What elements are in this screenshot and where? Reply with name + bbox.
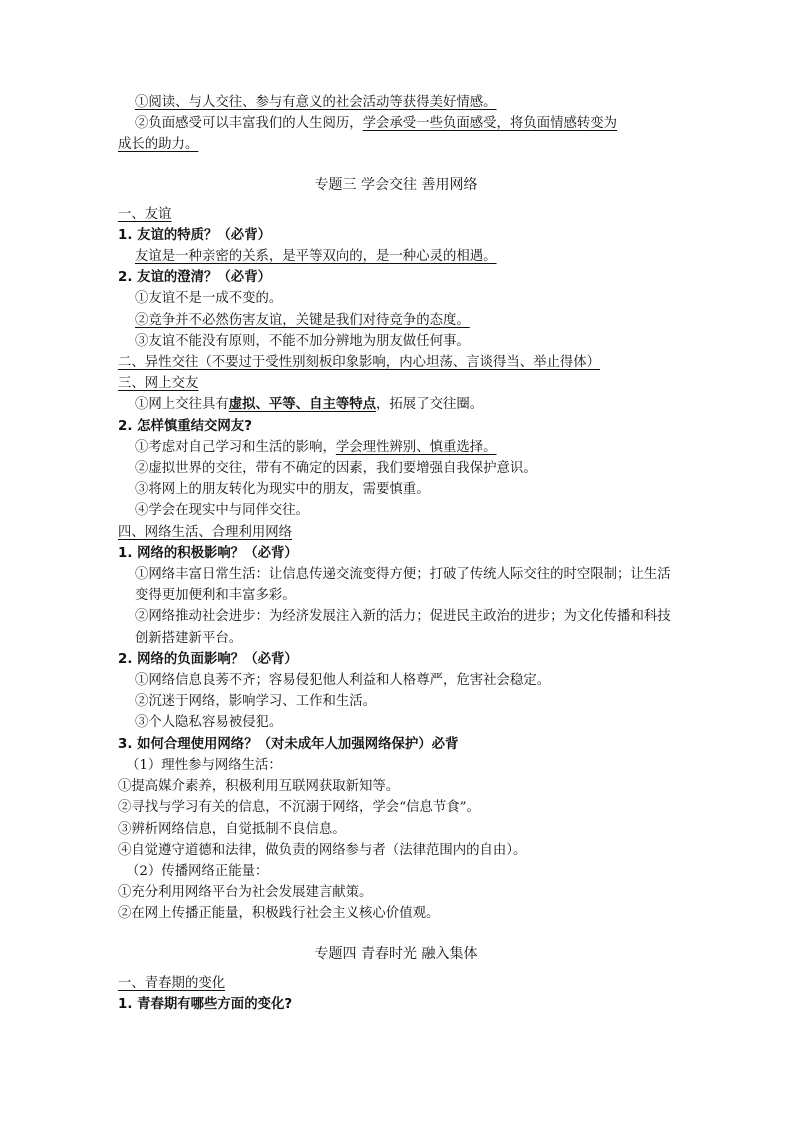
text-line: ③将网上的朋友转化为现实中的朋友，需要慎重。 bbox=[135, 482, 430, 498]
bold-underlined-text: 虚拟、平等、自主等特点 bbox=[228, 397, 377, 413]
section-heading bbox=[118, 373, 674, 394]
underlined-text: 友谊是一种亲密的关系，是平等双向的，是一种心灵的相遇。 bbox=[135, 249, 497, 265]
paragraph: ②网络推动社会进步：为经济发展注入新的活力；促进民主政治的进步；为文化传播和科技创新搭建新平台。 bbox=[135, 609, 671, 646]
text-line bbox=[118, 134, 674, 155]
text-line: ①充分利用网络平台为社会发展建言献策。 bbox=[118, 885, 373, 901]
question-heading: 2. 友谊的澄清？（必背） bbox=[118, 270, 271, 286]
text-line: ①提高媒介素养，积极利用互联网获取新知等。 bbox=[118, 779, 400, 795]
text-line bbox=[118, 394, 674, 415]
text-line: ②沉迷于网络，影响学习、工作和生活。 bbox=[135, 694, 377, 710]
text-line: ②在网上传播正能量，积极践行社会主义核心价值观。 bbox=[118, 906, 440, 922]
text-span: ，拓展了交往圈。 bbox=[376, 397, 484, 413]
text-line bbox=[118, 92, 674, 113]
text-line: ④学会在现实中与同伴交往。 bbox=[135, 503, 310, 519]
paragraph: ①网络丰富日常生活：让信息传递交流变得方便；打破了传统人际交往的时空限制；让生活变得更加便利和丰富多彩。 bbox=[135, 567, 671, 604]
text-span: ①考虑对自己学习和生活的影响， bbox=[135, 439, 336, 455]
question-heading: 2. 网络的负面影响？（必背） bbox=[118, 651, 298, 667]
section-heading-text: 三、网上交友 bbox=[118, 376, 199, 392]
text-line: ③辨析网络信息，自觉抵制不良信息。 bbox=[118, 821, 346, 837]
section-heading bbox=[118, 522, 674, 543]
underlined-text: 成长的助力。 bbox=[118, 137, 199, 153]
section-heading bbox=[118, 973, 674, 994]
section-heading-text: 一、友谊 bbox=[118, 206, 172, 222]
section-heading bbox=[118, 204, 674, 225]
section-heading bbox=[118, 352, 674, 373]
question-heading: 3. 如何合理使用网络？（对未成年人加强网络保护）必背 bbox=[118, 736, 459, 752]
text-line bbox=[118, 437, 674, 458]
question-heading: 1. 友谊的特质？（必背） bbox=[118, 227, 271, 243]
text-line: ③个人隐私容易被侵犯。 bbox=[135, 715, 283, 731]
text-span: ②负面感受可以丰富我们的人生阅历， bbox=[135, 116, 363, 132]
text-line: ③友谊不能没有原则，不能不加分辨地为朋友做任何事。 bbox=[135, 333, 470, 349]
section-heading-text: 一、青春期的变化 bbox=[118, 975, 226, 991]
subheading: （1）理性参与网络生活： bbox=[126, 757, 282, 773]
question-heading: 1. 网络的积极影响？（必背） bbox=[118, 545, 298, 561]
topic-3-title: 专题三 学会交往 善用网络 bbox=[314, 176, 478, 193]
text-line: ②寻找与学习有关的信息，不沉溺于网络，学会“信息节食”。 bbox=[118, 800, 480, 816]
text-line bbox=[118, 113, 674, 134]
question-heading: 1. 青春期有哪些方面的变化? bbox=[118, 996, 293, 1012]
text-line: ①网络信息良莠不齐；容易侵犯他人利益和人格尊严，危害社会稳定。 bbox=[135, 673, 551, 689]
document-page bbox=[118, 92, 674, 1015]
text-span: ①网上交往具有 bbox=[135, 397, 229, 413]
subheading: （2）传播网络正能量： bbox=[126, 863, 269, 879]
question-heading: 2. 怎样慎重结交网友? bbox=[118, 418, 252, 434]
underlined-text: ①阅读、与人交往、参与有意义的社会活动等获得美好情感。 bbox=[135, 95, 497, 110]
text-line: ②虚拟世界的交往，带有不确定的因素，我们要增强自我保护意识。 bbox=[135, 461, 537, 477]
underlined-text: 学会承受一些负面感受，将负面情感转变为 bbox=[362, 116, 618, 132]
section-heading-text: 二、异性交往（不要过于受性别刻板印象影响，内心坦荡、言谈得当、举止得体） bbox=[118, 355, 601, 371]
text-line: ④自觉遵守道德和法律，做负责的网络参与者（法律范围内的自由）。 bbox=[118, 842, 527, 858]
underlined-text: ②竞争并不必然伤害友谊，关键是我们对待竞争的态度。 bbox=[135, 312, 470, 328]
underlined-text: 学会理性辨别、慎重选择。 bbox=[335, 439, 497, 455]
text-line bbox=[118, 310, 674, 331]
text-line bbox=[118, 246, 674, 267]
section-heading-text: 四、网络生活、合理利用网络 bbox=[118, 524, 293, 540]
topic-4-title: 专题四 青春时光 融入集体 bbox=[314, 945, 478, 962]
text-line: ①友谊不是一成不变的。 bbox=[135, 291, 283, 307]
